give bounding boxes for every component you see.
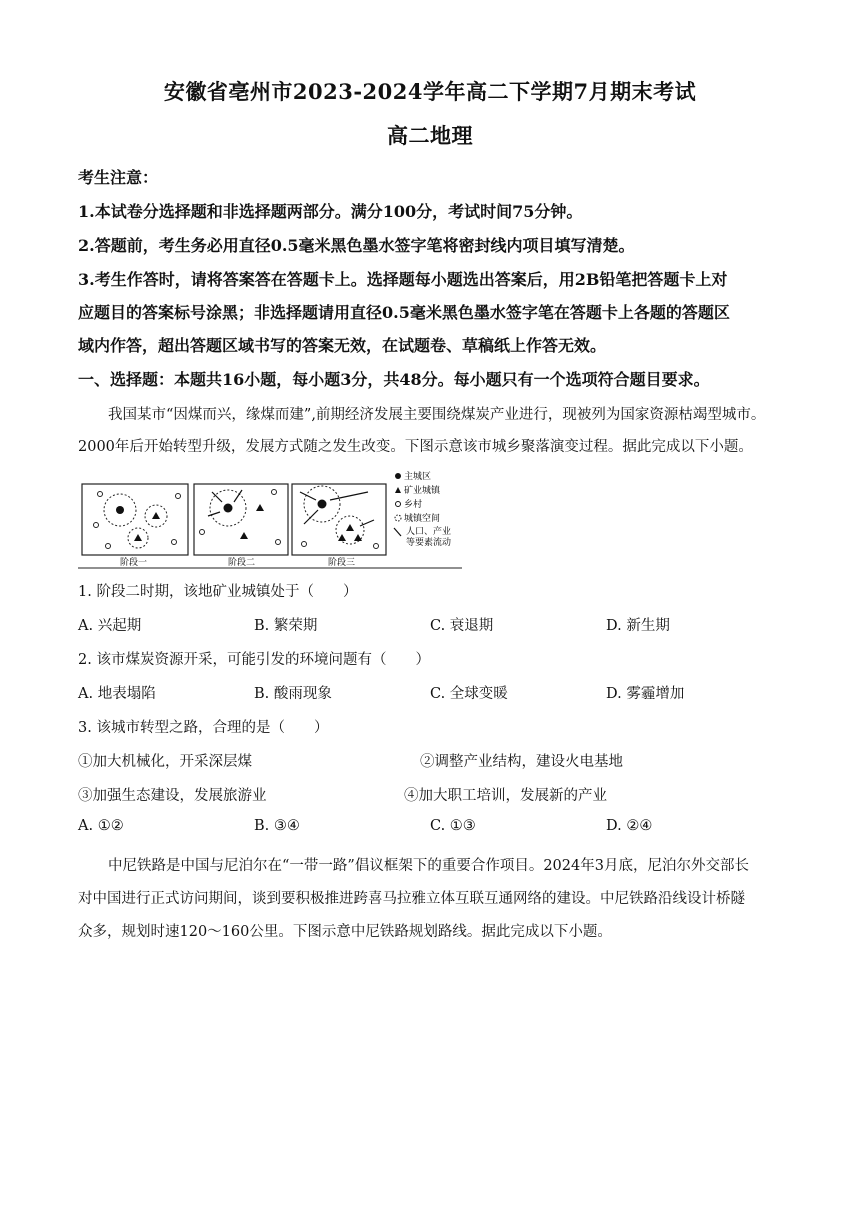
village-icon <box>374 544 379 549</box>
question-1-option-d[interactable]: D. 新生期 <box>606 618 670 634</box>
flow-arrow <box>300 492 316 500</box>
question-2-option-c[interactable]: C. 全球变暖 <box>430 686 508 702</box>
legend-urban-space-icon <box>395 515 401 521</box>
stage-3-label: 阶段三 <box>328 558 356 568</box>
passage-2-line-2: 对中国进行正式访问期间，谈到要积极推进跨喜马拉雅立体互联互通网络的建设。中尼铁路沿线设计桥隧 <box>78 891 745 907</box>
mining-town-icon <box>152 512 160 519</box>
passage-1-line-1: 我国某市“因煤而兴，缘煤而建”,前期经济发展主要围绕煤炭产业进行，现被列为国家资源枯竭型城市。 <box>108 407 766 423</box>
mining-town-icon <box>256 504 264 511</box>
exam-title: 安徽省亳州市2023-2024学年高二下学期7月期末考试 <box>163 79 697 104</box>
legend-main-city-icon <box>395 473 401 479</box>
village-icon <box>172 540 177 545</box>
notice-heading: 考生注意： <box>78 168 159 187</box>
flow-arrow <box>234 490 242 502</box>
question-3-statement-4: ④加大职工培训，发展新的产业 <box>404 788 607 804</box>
stage-2-label: 阶段二 <box>228 558 256 568</box>
flow-arrow <box>304 510 318 524</box>
flow-arrow <box>330 492 368 500</box>
question-2-option-d[interactable]: D. 雾霾增加 <box>606 686 685 702</box>
notice-item-3-line-2: 应题目的答案标号涂黑；非选择题请用直径0.5毫米黑色墨水签字笔在答题卡上各题的答题区 <box>78 303 730 322</box>
stage-1-label: 阶段一 <box>120 558 148 568</box>
legend-flow-line-1: 人口、产业 <box>406 527 452 537</box>
village-icon <box>302 542 307 547</box>
mining-town-icon <box>354 534 362 541</box>
section-1-heading: 一、选择题：本题共16小题，每小题3分，共48分。每小题只有一个选项符合题目要求。 <box>78 370 710 389</box>
question-2-option-b[interactable]: B. 酸雨现象 <box>254 686 332 702</box>
village-icon <box>176 494 181 499</box>
question-1-stem: 1. 阶段二时期，该地矿业城镇处于（ ） <box>78 584 358 600</box>
main-city-icon <box>116 506 124 514</box>
question-3-statement-1: ①加大机械化，开采深层煤 <box>78 754 252 770</box>
passage-2-line-3: 众多，规划时速120～160公里。下图示意中尼铁路规划路线。据此完成以下小题。 <box>78 924 612 940</box>
legend-village-icon <box>396 502 401 507</box>
mining-town-icon <box>134 534 142 541</box>
village-icon <box>106 544 111 549</box>
legend-flow-line-2: 等要素流动 <box>406 538 452 548</box>
question-2-stem: 2. 该市煤炭资源开采，可能引发的环境问题有（ ） <box>78 652 430 668</box>
legend-urban-space: 城镇空间 <box>404 514 441 524</box>
question-1-option-c[interactable]: C. 衰退期 <box>430 618 494 634</box>
mining-town-icon <box>346 524 354 531</box>
question-3-statement-3: ③加强生态建设，发展旅游业 <box>78 788 267 804</box>
village-icon <box>272 490 277 495</box>
notice-item-2: 2.答题前，考生务必用直径0.5毫米黑色墨水签字笔将密封线内项目填写清楚。 <box>78 236 635 255</box>
legend-main-city: 主城区 <box>404 472 432 482</box>
legend-village: 乡村 <box>404 500 423 510</box>
question-3-option-d[interactable]: D. ②④ <box>606 818 653 834</box>
village-icon <box>276 540 281 545</box>
notice-item-1: 1.本试卷分选择题和非选择题两部分。满分100分，考试时间75分钟。 <box>78 202 583 221</box>
settlement-evolution-figure <box>78 470 468 570</box>
mining-town-icon <box>240 532 248 539</box>
question-3-option-c[interactable]: C. ①③ <box>430 818 476 834</box>
question-1-option-b[interactable]: B. 繁荣期 <box>254 618 318 634</box>
question-1-option-a[interactable]: A. 兴起期 <box>78 618 142 634</box>
legend-mining-town-icon <box>395 487 401 493</box>
notice-item-3-line-3: 域内作答，超出答题区域书写的答案无效，在试题卷、草稿纸上作答无效。 <box>78 336 607 355</box>
question-3-option-a[interactable]: A. ①② <box>78 818 124 834</box>
exam-subject: 高二地理 <box>387 123 473 148</box>
main-city-icon <box>224 504 233 513</box>
question-3-stem: 3. 该城市转型之路，合理的是（ ） <box>78 720 329 736</box>
village-icon <box>200 530 205 535</box>
flow-arrow <box>208 512 220 516</box>
village-icon <box>98 492 103 497</box>
passage-1-line-2: 2000年后开始转型升级，发展方式随之发生改变。下图示意该市城乡聚落演变过程。据此完成以下小题。 <box>78 439 753 455</box>
question-3-option-b[interactable]: B. ③④ <box>254 818 300 834</box>
question-3-statement-2: ②调整产业结构，建设火电基地 <box>420 754 623 770</box>
question-2-option-a[interactable]: A. 地表塌陷 <box>78 686 156 702</box>
notice-item-3-line-1: 3.考生作答时，请将答案答在答题卡上。选择题每小题选出答案后，用2B铅笔把答题卡上对 <box>78 270 728 289</box>
legend-flow-arrow-icon <box>394 528 401 536</box>
mining-town-icon <box>338 534 346 541</box>
village-icon <box>94 523 99 528</box>
passage-2-line-1: 中尼铁路是中国与尼泊尔在“一带一路”倡议框架下的重要合作项目。2024年3月底，尼泊尔外交部长 <box>108 858 749 874</box>
main-city-icon <box>318 500 327 509</box>
legend-mining-town: 矿业城镇 <box>404 486 441 496</box>
